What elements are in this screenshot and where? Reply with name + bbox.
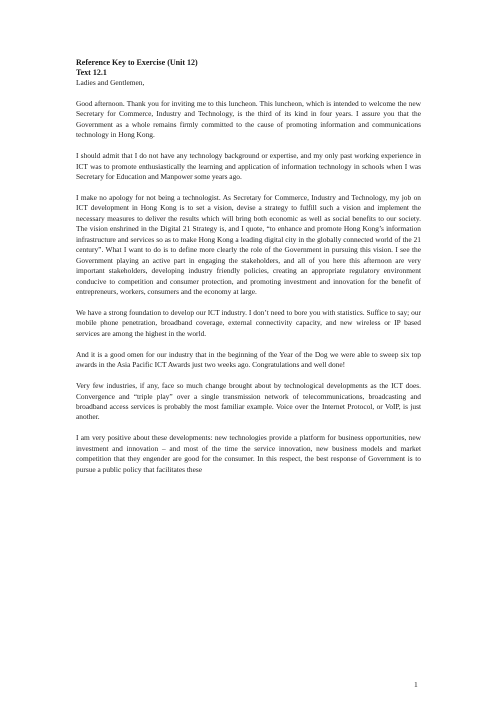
paragraph: I am very positive about these developments: new technologies provide a platform for business opportunities, new investment and innovation – and most of the time the service innovation, new business models and market competition that they engender are good for the consumer. In this respect, the best response of Government is to pursue a public policy that facilitates these [76, 433, 421, 474]
paragraph: We have a strong foundation to develop our ICT industry. I don’t need to bore you with statistics. Suffice to say; our mobile phone penetration, broadband coverage, external connectivity capacity, and new wireless or IP based services are among the highest in the world. [76, 307, 421, 338]
paragraph: Good afternoon. Thank you for inviting me to this luncheon. This luncheon, which is intended to welcome the new Secretary for Commerce, Industry and Technology, is the third of its kind in four years. I assure you that the Government as a whole remains firmly committed to the cause of promoting information and communications technology in Hong Kong. [76, 98, 421, 140]
paragraph: I should admit that I do not have any technology background or expertise, and my only past working experience in ICT was to promote enthusiastically the learning and application of information technology in schools when I was Secretary for Education and Manpower some years ago. [76, 151, 421, 182]
paragraph: Very few industries, if any, face so much change brought about by technological developments as the ICT does. Convergence and “triple play” over a single transmission network of telecommunications, broadcasting and broadband access services is probably the most familiar example. Voice over the Internet Protocol, or VoIP, is just another. [76, 381, 421, 422]
salutation: Ladies and Gentlemen, [76, 78, 145, 87]
document-subtitle: Text 12.1 [76, 68, 107, 77]
page-number: 1 [414, 680, 418, 689]
document-body [76, 58, 421, 486]
paragraph: And it is a good omen for our industry that in the beginning of the Year of the Dog we were able to sweep six top awards in the Asia Pacific ICT Awards just two weeks ago. Congratulations and well done! [76, 349, 421, 370]
paragraph: I make no apology for not being a technologist. As Secretary for Commerce, Industry and Technology, my job on ICT development in Hong Kong is to set a vision, devise a strategy to fulfill such a vision and implement the necessary measures to deliver the results which will bring both economic as well as social benefits to our society. The vision enshrined in the Digital 21 Strategy is, and I quote, “to enhance and promote Hong Kong’s information infrastructure and services so as to make Hong Kong a leading digital city in the globally connected world of the 21 century”. What I want to do is to define more clearly the role of the Government in pursuing this vision. I see the Government playing an active part in engaging the stakeholders, and all of you here this afternoon are very important stakeholders, developing industry friendly policies, creating an appropriate regulatory environment conducive to competition and consumer protection, and promoting investment and innovation for the benefit of entrepreneurs, workers, consumers and the economy at large. [76, 192, 421, 297]
document-title: Reference Key to Exercise (Unit 12) [76, 58, 198, 67]
